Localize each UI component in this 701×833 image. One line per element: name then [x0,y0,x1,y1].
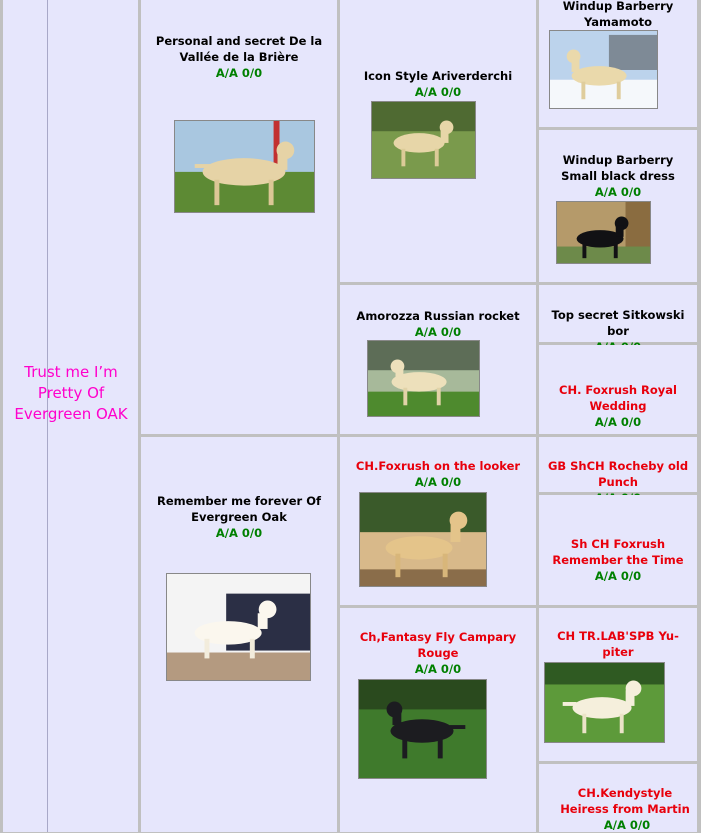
dam-dam-tests: A/A 0/0 [414,662,462,676]
sire-dam-dam-cell [539,345,697,434]
sire-dam-sire-name: Top secret Sitkowski bor [551,308,685,338]
dam-dam-dam-cell [539,764,697,832]
sire-name: Personal and secret De la Vallée de la Brière [155,34,323,64]
sire-dam-dam-tests: A/A 0/0 [594,415,642,429]
sire-sire-dam-tests: A/A 0/0 [594,185,642,199]
sire-sire-sire-cell [539,0,697,127]
dam-photo [166,573,311,681]
dam-sire-photo [359,492,487,587]
dam-sire-name: CH.Foxrush on the looker [355,459,521,473]
root-name: Trust me I’m Pretty Of Evergreen OAK [14,363,128,423]
sire-sire-tests: A/A 0/0 [414,85,462,99]
dam-dam-sire-name: CH TR.LAB'SPB Yu-piter [557,629,679,659]
sire-dam-tests: A/A 0/0 [414,325,462,339]
dam-sire-dam-name: Sh CH Foxrush Remember the Time [552,537,684,567]
sire-dam-photo [367,340,480,417]
sire-sire-dam-cell [539,130,697,282]
sire-sire-sire-photo [549,30,658,109]
sire-dam-cell [340,285,536,434]
sire-dam-name: Amorozza Russian rocket [356,309,520,323]
sire-tests: A/A 0/0 [215,66,263,80]
dam-dam-photo [358,679,487,779]
dam-dam-sire-cell [539,608,697,761]
dam-cell [141,437,337,832]
sire-cell [141,0,337,434]
root-cell [3,0,138,832]
sire-sire-sire-name: Windup Barberry Yamamoto [562,0,674,29]
dam-sire-tests: A/A 0/0 [414,475,462,489]
sire-sire-dam-photo [556,201,651,264]
dam-dam-sire-photo [544,662,665,743]
dam-dam-name: Ch,Fantasy Fly Campary Rouge [359,630,517,660]
dam-dam-dam-name: CH.Kendystyle Heiress from Martin [560,786,690,816]
dam-sire-dam-cell [539,495,697,605]
dam-dam-cell [340,608,536,832]
sire-sire-photo [371,101,476,179]
dam-tests: A/A 0/0 [215,526,263,540]
dam-sire-sire-name: GB ShCH Rocheby old Punch [547,459,689,489]
dam-sire-sire-cell [539,437,697,492]
sire-photo [174,120,315,213]
dam-dam-dam-tests: A/A 0/0 [603,818,651,832]
sire-dam-dam-name: CH. Foxrush Royal Wedding [559,383,677,413]
dam-name: Remember me forever Of Evergreen Oak [156,494,322,524]
sire-sire-cell [340,0,536,282]
dam-sire-dam-tests: A/A 0/0 [594,569,642,583]
sire-sire-dam-name: Windup Barberry Small black dress [561,153,675,183]
sire-dam-sire-cell [539,285,697,342]
dam-sire-cell [340,437,536,605]
sire-sire-name: Icon Style Ariverderchi [363,69,513,83]
